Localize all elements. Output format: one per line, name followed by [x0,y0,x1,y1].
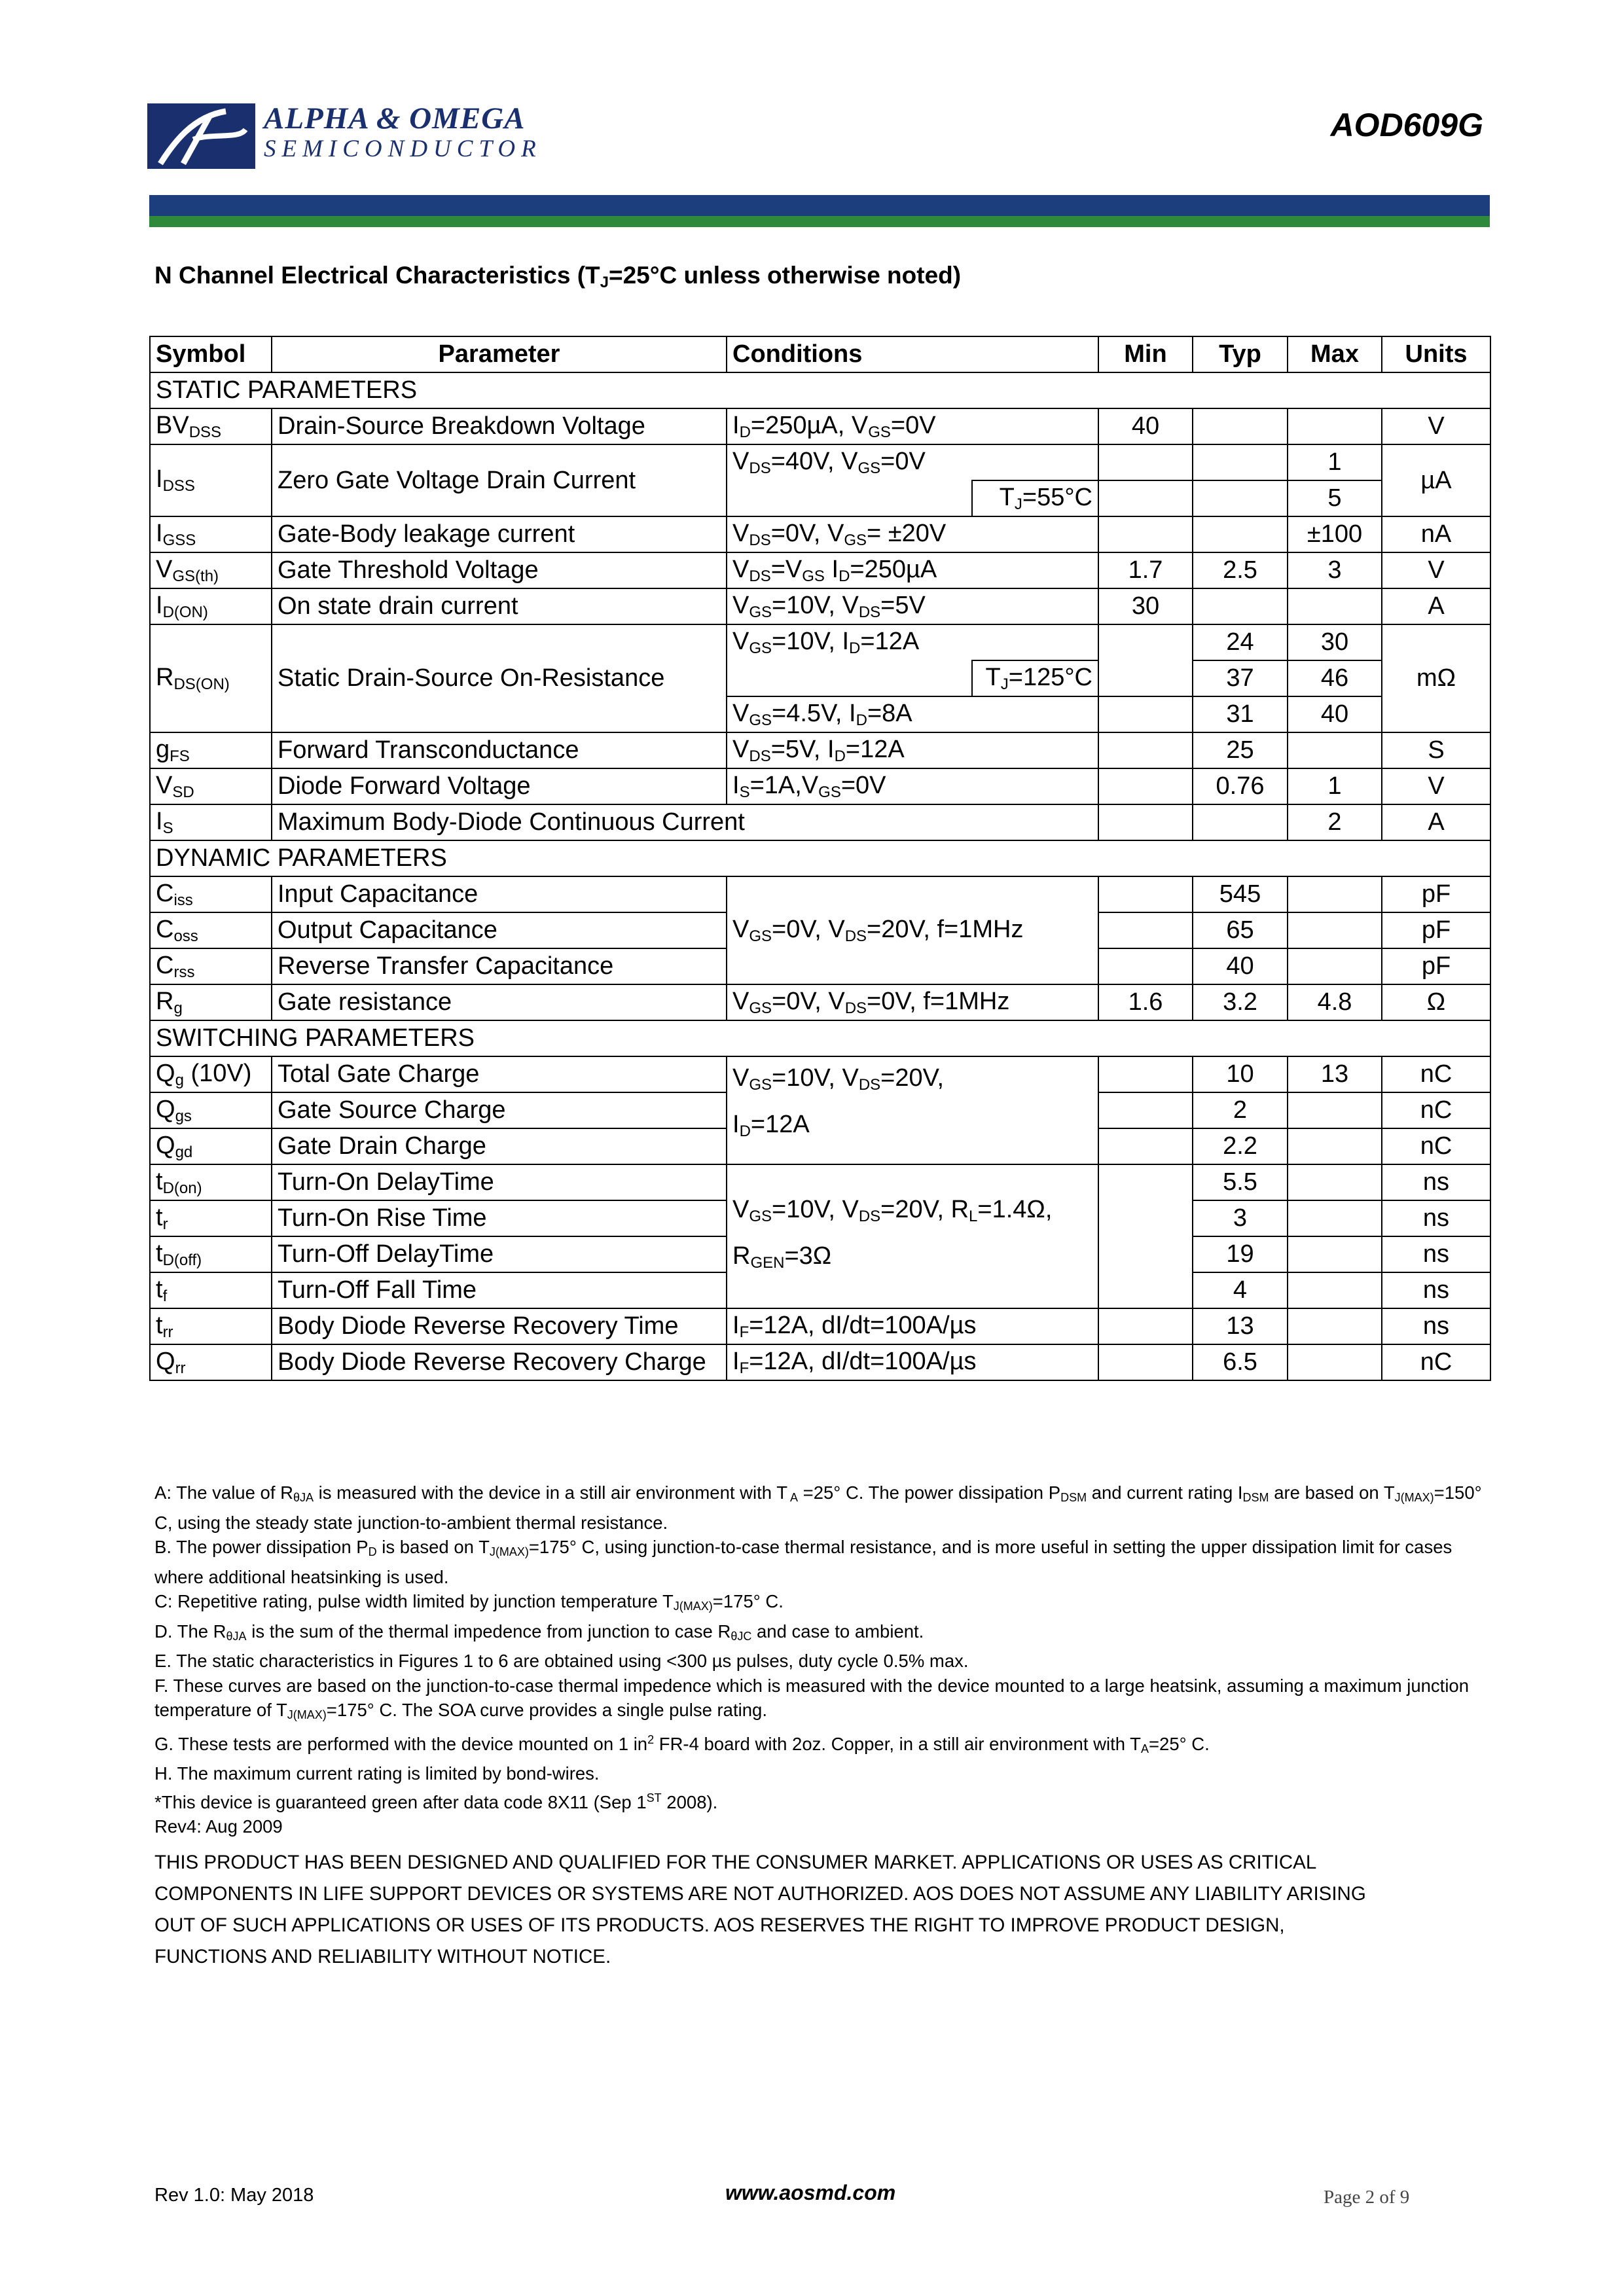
typ-cell: 6.5 [1193,1344,1288,1380]
min-cell: 1.7 [1098,552,1193,588]
symbol-cell: $Q_{rr}$ [150,1344,272,1380]
conditions-cell: $V_{GS}=10V$, $I_D=12A$ [727,624,1098,660]
max-cell [1288,1092,1382,1128]
unit-cell: V [1382,552,1490,588]
unit-cell: ns [1382,1200,1490,1236]
typ-cell: 2.2 [1193,1128,1288,1164]
section-switching: SWITCHING PARAMETERS [150,1020,1490,1056]
min-cell [1098,912,1193,948]
min-cell [1098,948,1193,984]
table-header-row [150,336,1490,372]
unit-cell: V [1382,768,1490,804]
parameter-cell: Gate resistance [272,984,727,1020]
conditions-cell: $I_F=12A$, dI/dt=100A/µs [727,1344,1098,1380]
conditions-cell: $V_{DS}=0V$, $V_{GS}= \pm 20V$ [727,516,1098,552]
unit-cell: ns [1382,1236,1490,1272]
table-row [150,1056,1490,1092]
typ-cell: 25 [1193,732,1288,768]
note-a: A: The value of $R_{\theta JA}$ is measured with the device in a still air environment with T $_A$ =25° C. The power dissipation $P_{DSM}$ and current rating $I_{DSM}$ are based on $T_{J(MAX)}=150^\circ$ C, using the steady state junction-to-ambient thermal resistance. [154,1482,1482,1533]
parameter-cell: Output Capacitance [272,912,727,948]
min-cell [1098,1344,1193,1380]
header-parameter: Parameter [272,336,727,372]
table-row [150,624,1490,660]
conditions-cell: $V_{GS}=4.5V$, $I_D=8A$ [727,696,1098,732]
parameter-cell: Gate Source Charge [272,1092,727,1128]
min-cell [1098,768,1193,804]
symbol-cell: $g_{FS}$ [150,732,272,768]
typ-cell: 10 [1193,1056,1288,1092]
disclaimer-line: COMPONENTS IN LIFE SUPPORT DEVICES OR SYSTEMS ARE NOT AUTHORIZED. AOS DOES NOT ASSUME ANY LIABILITY ARISING [154,1883,1366,1905]
symbol-cell: $V_{SD}$ [150,768,272,804]
conditions-cell: $V_{DS}=40V$, $V_{GS}=0V$ [727,444,1098,480]
conditions-cell: $I_D=250\mu A$, $V_{GS}=0V$ [727,408,1098,444]
section-title: N Channel Electrical Characteristics ($T_J=25^\circ C$ unless otherwise noted) [154,262,962,291]
typ-cell: 65 [1193,912,1288,948]
min-cell [1098,516,1193,552]
typ-cell [1193,804,1288,840]
table-row [150,1308,1490,1344]
conditions-cell: $V_{GS}=0V$, $V_{DS}=0V$, f=1MHz [727,984,1098,1020]
conditions-cell: $I_S=1A,V_{GS}=0V$ [727,768,1098,804]
max-cell [1288,1272,1382,1308]
symbol-cell: $BV_{DSS}$ [150,408,272,444]
header-symbol: Symbol [150,336,272,372]
temperature-condition-cell: $T_J=55^\circ C$ [972,480,1098,516]
max-cell: 13 [1288,1056,1382,1092]
unit-cell: µA [1382,444,1490,516]
parameter-cell: Drain-Source Breakdown Voltage [272,408,727,444]
symbol-cell: $V_{GS(th)}$ [150,552,272,588]
parameter-cell: Static Drain-Source On-Resistance [272,624,727,732]
max-cell [1288,1344,1382,1380]
table-row [150,732,1490,768]
symbol-cell: $I_{GSS}$ [150,516,272,552]
typ-cell [1193,480,1288,516]
parameter-cell: Total Gate Charge [272,1056,727,1092]
typ-cell: 19 [1193,1236,1288,1272]
parameter-cell: Gate Threshold Voltage [272,552,727,588]
max-cell: 40 [1288,696,1382,732]
max-cell: 46 [1288,660,1382,696]
note-revision: Rev4: Aug 2009 [154,1816,283,1837]
symbol-cell: $Q_{gd}$ [150,1128,272,1164]
typ-cell: 545 [1193,876,1288,912]
typ-cell: 40 [1193,948,1288,984]
header-units: Units [1382,336,1490,372]
disclaimer [154,1847,1493,1973]
parameter-cell: Maximum Body-Diode Continuous Current [272,804,1098,840]
company-name: ALPHA & OMEGA [264,101,526,135]
min-cell [1098,1128,1193,1164]
parameter-cell: Gate Drain Charge [272,1128,727,1164]
table-row [150,1344,1490,1380]
conditions-cell [727,660,972,696]
max-cell [1288,732,1382,768]
unit-cell: ns [1382,1164,1490,1200]
header-band-green [149,216,1490,227]
max-cell: 4.8 [1288,984,1382,1020]
section-row [150,1020,1490,1056]
typ-cell: 4 [1193,1272,1288,1308]
note-d: D. The $R_{\theta JA}$ is the sum of the thermal impedence from junction to case $R_{\theta JC}$ and case to ambient. [154,1621,924,1643]
company-subtitle: SEMICONDUCTOR [264,135,542,162]
unit-cell: pF [1382,948,1490,984]
unit-cell: pF [1382,876,1490,912]
section-dynamic: DYNAMIC PARAMETERS [150,840,1490,876]
conditions-cell: $V_{GS}=10V$, $V_{DS}=20V$, $I_D=12A$ [727,1056,1098,1164]
min-cell [1098,876,1193,912]
unit-cell: S [1382,732,1490,768]
max-cell: ±100 [1288,516,1382,552]
max-cell [1288,912,1382,948]
footer-revision: Rev 1.0: May 2018 [154,2185,314,2206]
parameter-cell: Turn-Off DelayTime [272,1236,727,1272]
symbol-cell: $C_{rss}$ [150,948,272,984]
parameter-cell: Reverse Transfer Capacitance [272,948,727,984]
symbol-cell: $Q_g$ (10V) [150,1056,272,1092]
min-cell [1098,480,1193,516]
symbol-cell: $t_{rr}$ [150,1308,272,1344]
table-row [150,588,1490,624]
table-row [150,516,1490,552]
temperature-condition-cell: $T_J=125^\circ C$ [972,660,1098,696]
header-band-blue [149,195,1490,216]
note-g: G. These tests are performed with the device mounted on 1 $in^2$ FR-4 board with 2oz. Copper, in a still air environment with $T_A=25^\circ$ C. [154,1732,1210,1755]
header-conditions: Conditions [727,336,1098,372]
typ-cell: 0.76 [1193,768,1288,804]
parameter-cell: Turn-Off Fall Time [272,1272,727,1308]
unit-cell: nC [1382,1344,1490,1380]
unit-cell: ns [1382,1272,1490,1308]
parameter-cell: Turn-On Rise Time [272,1200,727,1236]
symbol-cell: $t_{D(on)}$ [150,1164,272,1200]
unit-cell: nC [1382,1056,1490,1092]
min-cell [1098,444,1193,480]
table-row [150,444,1490,480]
header-typ: Typ [1193,336,1288,372]
unit-cell: nA [1382,516,1490,552]
parameter-cell: Diode Forward Voltage [272,768,727,804]
table-row [150,408,1490,444]
parameter-cell: On state drain current [272,588,727,624]
symbol-cell: $I_S$ [150,804,272,840]
symbol-cell: $C_{oss}$ [150,912,272,948]
unit-cell: A [1382,588,1490,624]
table-row [150,876,1490,912]
min-cell [1098,1308,1193,1344]
parameter-cell: Body Diode Reverse Recovery Time [272,1308,727,1344]
table-row [150,1164,1490,1200]
conditions-cell: $I_F=12A$, dI/dt=100A/µs [727,1308,1098,1344]
note-b: B. The power dissipation $P_D$ is based on $T_{J(MAX)}=175^\circ$ C, using junction-to-case thermal resistance, and is more useful in setting the upper dissipation limit for cases where additional heatsinking is used. [154,1537,1453,1587]
symbol-cell: $t_f$ [150,1272,272,1308]
max-cell: 1 [1288,768,1382,804]
typ-cell: 31 [1193,696,1288,732]
min-cell: 30 [1098,588,1193,624]
section-static: STATIC PARAMETERS [150,372,1490,408]
min-cell: 1.6 [1098,984,1193,1020]
min-cell [1098,732,1193,768]
unit-cell: nC [1382,1128,1490,1164]
unit-cell: Ω [1382,984,1490,1020]
symbol-cell: $R_g$ [150,984,272,1020]
max-cell [1288,1200,1382,1236]
electrical-characteristics-table [149,336,1491,1381]
typ-cell: 3.2 [1193,984,1288,1020]
symbol-cell: $I_{DSS}$ [150,444,272,516]
disclaimer-line: OUT OF SUCH APPLICATIONS OR USES OF ITS PRODUCTS. AOS RESERVES THE RIGHT TO IMPROVE PRODUCT DESIGN, [154,1914,1285,1936]
table-row [150,768,1490,804]
footnotes [154,1480,1493,1839]
max-cell [1288,1128,1382,1164]
symbol-cell: $R_{DS(ON)}$ [150,624,272,732]
min-cell [1098,1164,1193,1308]
typ-cell [1193,444,1288,480]
unit-cell: ns [1382,1308,1490,1344]
alpha-omega-logo-icon [147,103,255,169]
conditions-cell [727,480,972,516]
max-cell [1288,1236,1382,1272]
symbol-cell: $Q_{gs}$ [150,1092,272,1128]
max-cell: 5 [1288,480,1382,516]
conditions-cell: $V_{GS}=10V$, $V_{DS}=5V$ [727,588,1098,624]
note-green: *This device is guaranteed green after data code 8X11 (Sep 1ST 2008). [154,1791,718,1812]
max-cell: 3 [1288,552,1382,588]
symbol-cell: $I_{D(ON)}$ [150,588,272,624]
part-number: AOD609G [1330,107,1483,143]
footer-page-number: Page 2 of 9 [1324,2187,1410,2208]
disclaimer-line: FUNCTIONS AND RELIABILITY WITHOUT NOTICE. [154,1946,611,1967]
conditions-cell: $V_{DS}=V_{GS}$ $I_D=250\mu A$ [727,552,1098,588]
conditions-cell: $V_{GS}=0V$, $V_{DS}=20V$, f=1MHz [727,876,1098,984]
max-cell [1288,588,1382,624]
table-row [150,984,1490,1020]
min-cell [1098,624,1193,696]
typ-cell: 2.5 [1193,552,1288,588]
section-row [150,840,1490,876]
note-h: H. The maximum current rating is limited by bond-wires. [154,1763,600,1784]
parameter-cell: Input Capacitance [272,876,727,912]
unit-cell: V [1382,408,1490,444]
typ-cell [1193,408,1288,444]
parameter-cell: Gate-Body leakage current [272,516,727,552]
note-f: F. These curves are based on the junction-to-case thermal impedence which is measured with the device mounted to a large heatsink, assuming a maximum junction temperature of $T_{J(MAX)}=175^\circ$ C. The SOA curve provides a single pulse rating. [154,1675,1470,1721]
max-cell [1288,1164,1382,1200]
unit-cell: mΩ [1382,624,1490,732]
disclaimer-line: THIS PRODUCT HAS BEEN DESIGNED AND QUALIFIED FOR THE CONSUMER MARKET. APPLICATIONS OR USES AS CRITICAL [154,1852,1317,1873]
table-row [150,804,1490,840]
section-row [150,372,1490,408]
note-e: E. The static characteristics in Figures 1 to 6 are obtained using <300 µs pulses, duty cycle 0.5% max. [154,1651,969,1671]
min-cell [1098,804,1193,840]
max-cell: 1 [1288,444,1382,480]
max-cell [1288,408,1382,444]
min-cell [1098,696,1193,732]
typ-cell: 24 [1193,624,1288,660]
unit-cell: pF [1382,912,1490,948]
min-cell [1098,1092,1193,1128]
typ-cell: 5.5 [1193,1164,1288,1200]
typ-cell: 3 [1193,1200,1288,1236]
max-cell [1288,948,1382,984]
conditions-cell: $V_{GS}=10V$, $V_{DS}=20V$, $R_L=1.4\Omega$, $R_{GEN}=3\Omega$ [727,1164,1098,1308]
parameter-cell: Zero Gate Voltage Drain Current [272,444,727,516]
typ-cell: 37 [1193,660,1288,696]
parameter-cell: Forward Transconductance [272,732,727,768]
typ-cell [1193,516,1288,552]
symbol-cell: $t_r$ [150,1200,272,1236]
company-logo [147,98,566,173]
parameter-cell: Body Diode Reverse Recovery Charge [272,1344,727,1380]
typ-cell: 13 [1193,1308,1288,1344]
conditions-cell: $V_{DS}=5V$, $I_D=12A$ [727,732,1098,768]
max-cell: 30 [1288,624,1382,660]
table-row [150,552,1490,588]
footer-website-link[interactable]: www.aosmd.com [725,2181,896,2204]
unit-cell: nC [1382,1092,1490,1128]
max-cell [1288,876,1382,912]
parameter-cell: Turn-On DelayTime [272,1164,727,1200]
header-min: Min [1098,336,1193,372]
note-c: C: Repetitive rating, pulse width limited by junction temperature $T_{J(MAX)}=175^\circ$ C. [154,1591,784,1613]
min-cell [1098,1056,1193,1092]
max-cell [1288,1308,1382,1344]
unit-cell: A [1382,804,1490,840]
symbol-cell: $C_{iss}$ [150,876,272,912]
max-cell: 2 [1288,804,1382,840]
typ-cell: 2 [1193,1092,1288,1128]
header-max: Max [1288,336,1382,372]
typ-cell [1193,588,1288,624]
min-cell: 40 [1098,408,1193,444]
symbol-cell: $t_{D(off)}$ [150,1236,272,1272]
